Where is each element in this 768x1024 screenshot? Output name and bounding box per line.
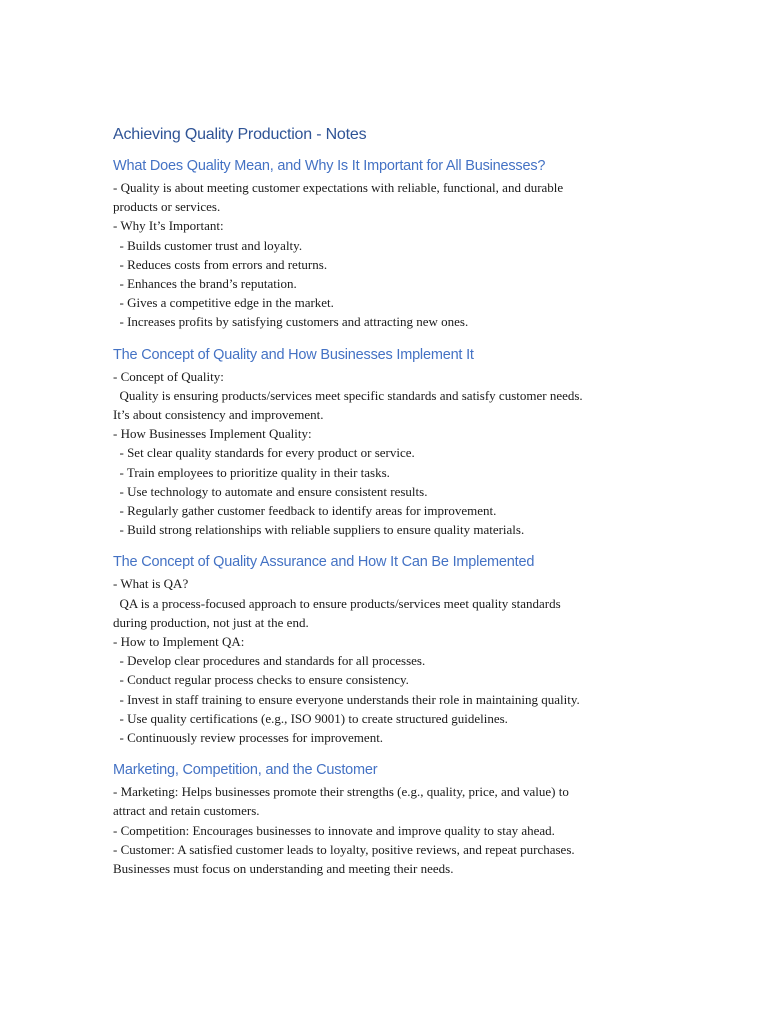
- text-line: - Invest in staff training to ensure everyone understands their role in maintaining quality.: [113, 691, 580, 707]
- text-line: - Enhances the brand’s reputation.: [113, 276, 297, 292]
- section-1: [113, 156, 658, 332]
- text-line: - Concept of Quality:: [113, 368, 224, 384]
- text-line: products or services.: [113, 199, 221, 215]
- text-line: - How to Implement QA:: [113, 634, 245, 650]
- text-line: - Regularly gather customer feedback to identify areas for improvement.: [113, 503, 497, 519]
- text-line: - Reduces costs from errors and returns.: [113, 256, 328, 272]
- text-line: - Use quality certifications (e.g., ISO 9001) to create structured guidelines.: [113, 710, 508, 726]
- text-line: - Conduct regular process checks to ensure consistency.: [113, 672, 409, 688]
- section-heading: What Does Quality Mean, and Why Is It Important for All Businesses?: [113, 158, 546, 174]
- document-page: [113, 124, 658, 891]
- document-body: [113, 156, 658, 878]
- text-line: It’s about consistency and improvement.: [113, 407, 324, 423]
- text-line: Businesses must focus on understanding and meeting their needs.: [113, 861, 454, 877]
- text-line: - Builds customer trust and loyalty.: [113, 237, 303, 253]
- text-line: - Develop clear procedures and standards for all processes.: [113, 653, 426, 669]
- section-4: [113, 760, 658, 878]
- text-line: - Customer: A satisfied customer leads to loyalty, positive reviews, and repeat purchases.: [113, 841, 575, 857]
- document-title: Achieving Quality Production - Notes: [113, 126, 367, 143]
- section-heading: The Concept of Quality and How Businesses Implement It: [113, 346, 474, 363]
- text-line: - Why It’s Important:: [113, 218, 224, 234]
- text-line: - Set clear quality standards for every product or service.: [113, 445, 415, 461]
- text-line: - How Businesses Implement Quality:: [113, 426, 312, 442]
- section-heading: Marketing, Competition, and the Customer: [113, 762, 378, 779]
- text-line: - Gives a competitive edge in the market.: [113, 295, 334, 311]
- section-2: [113, 345, 658, 540]
- text-line: - Competition: Encourages businesses to innovate and improve quality to stay ahead.: [113, 822, 555, 838]
- text-line: - Use technology to automate and ensure consistent results.: [113, 483, 428, 499]
- text-line: - What is QA?: [113, 576, 189, 592]
- text-line: - Build strong relationships with reliable suppliers to ensure quality materials.: [113, 522, 525, 538]
- text-line: - Continuously review processes for improvement.: [113, 730, 384, 746]
- text-line: during production, not just at the end.: [113, 614, 309, 630]
- section-heading: The Concept of Quality Assurance and How It Can Be Implemented: [113, 554, 535, 571]
- section-3: [113, 552, 658, 747]
- text-line: - Marketing: Helps businesses promote their strengths (e.g., quality, price, and value) to: [113, 784, 569, 800]
- text-line: attract and retain customers.: [113, 803, 260, 819]
- text-line: Quality is ensuring products/services meet specific standards and satisfy customer needs.: [113, 387, 583, 403]
- text-line: - Increases profits by satisfying customers and attracting new ones.: [113, 314, 469, 330]
- text-line: - Train employees to prioritize quality in their tasks.: [113, 464, 390, 480]
- text-line: QA is a process-focused approach to ensure products/services meet quality standards: [113, 595, 561, 611]
- text-line: - Quality is about meeting customer expectations with reliable, functional, and durable: [113, 180, 564, 195]
